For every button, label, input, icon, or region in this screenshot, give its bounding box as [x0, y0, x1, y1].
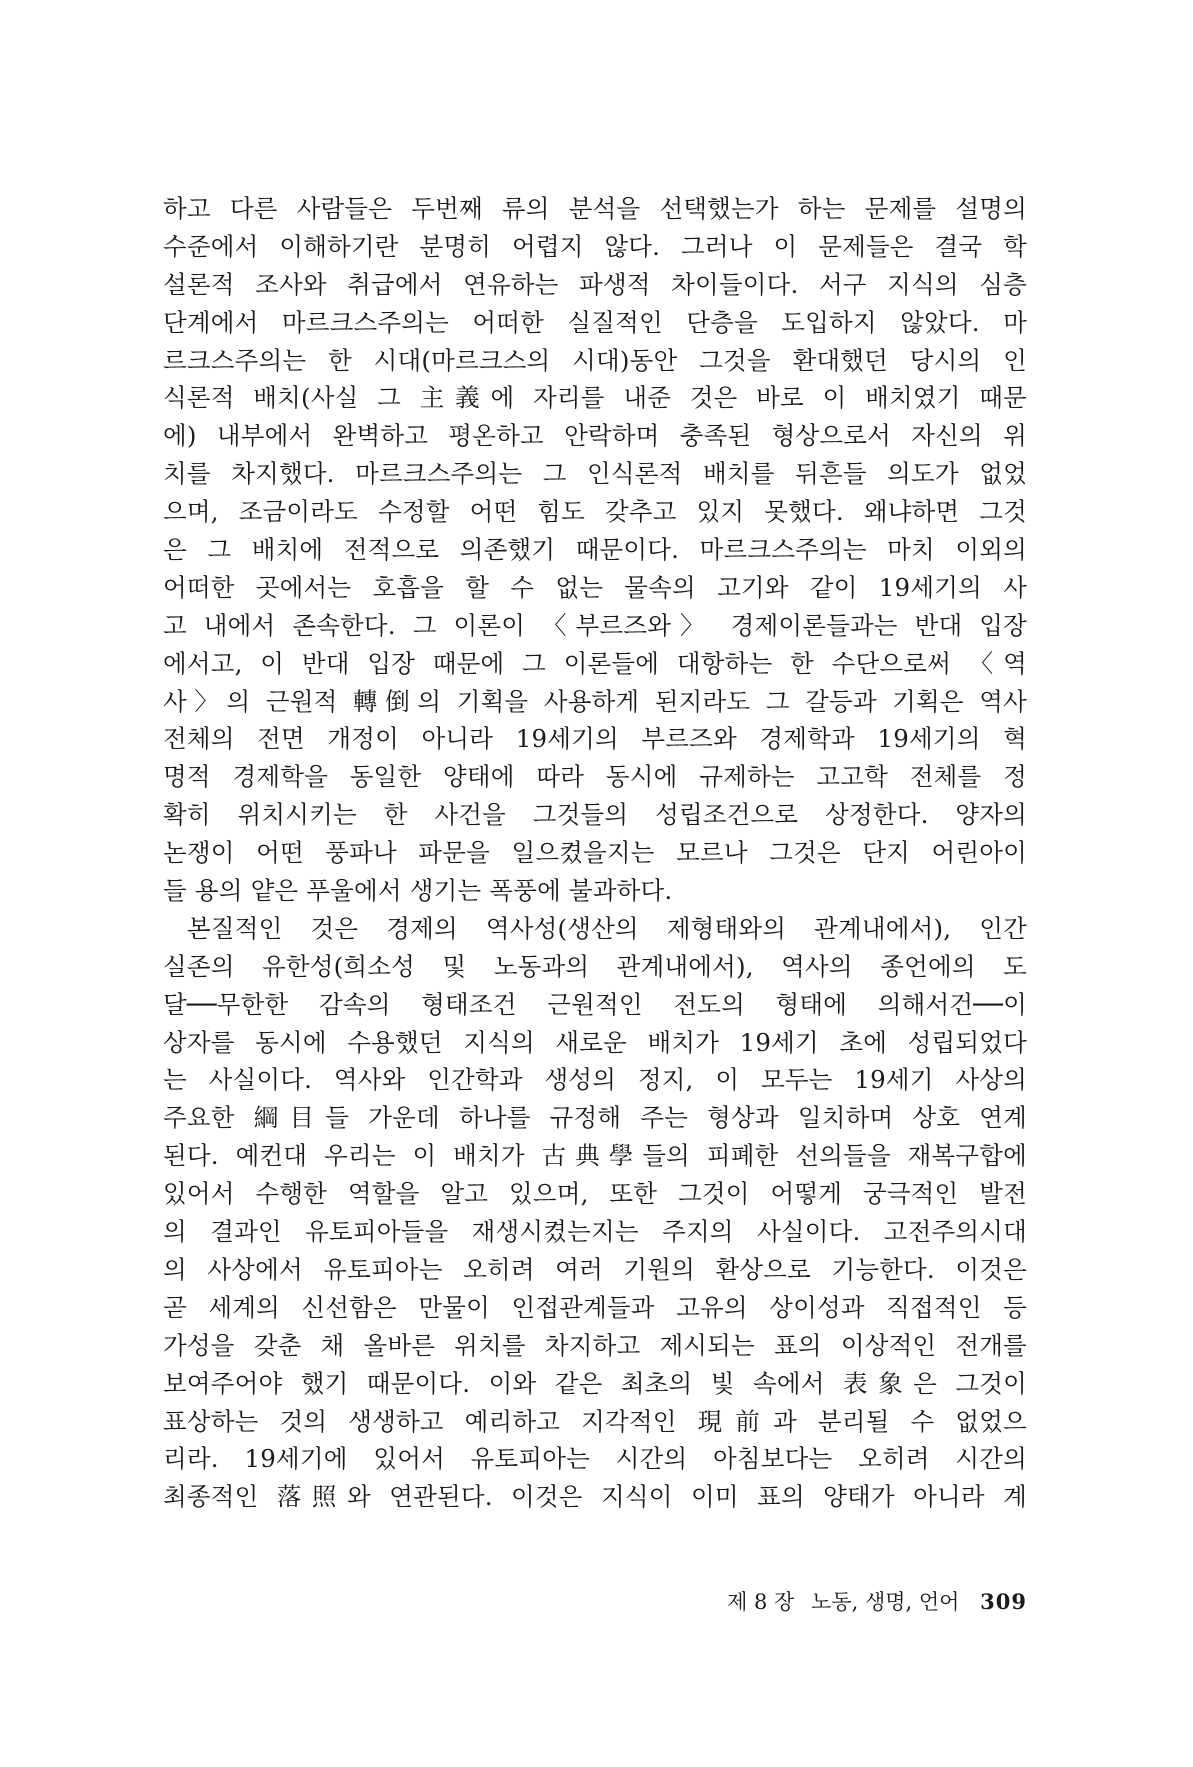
text-line: 단계에서 마르크스주의는 어떠한 실질적인 단층을 도입하지 않았다. 마 [163, 307, 1027, 337]
running-footer [640, 1584, 1027, 1620]
text-line: 는 사실이다. 역사와 인간학과 생성의 정지, 이 모두는 19세기 사상의 [163, 1065, 1027, 1095]
text-line: 표상하는 것의 생생하고 예리하고 지각적인 現前과 분리될 수 없었으 [163, 1406, 1027, 1436]
text-line: 설론적 조사와 취급에서 연유하는 파생적 차이들이다. 서구 지식의 심층 [163, 269, 1027, 299]
text-line: 된다. 예컨대 우리는 이 배치가 古典學들의 피폐한 선의들을 재복구합에 [163, 1141, 1027, 1171]
text-line: 전체의 전면 개정이 아니라 19세기의 부르즈와 경제학과 19세기의 혁 [163, 724, 1027, 754]
paragraph-2 [163, 910, 1027, 1516]
text-line: 상자를 동시에 수용했던 지식의 새로운 배치가 19세기 초에 성립되었다 [163, 1027, 1027, 1057]
chapter-label: 제 8 장 [727, 1590, 795, 1614]
text-line: 하고 다른 사람들은 두번째 류의 분석을 선택했는가 하는 문제를 설명의 [163, 194, 1027, 223]
text-line: 은 그 배치에 전적으로 의존했기 때문이다. 마르크스주의는 마치 이외의 [163, 535, 1027, 565]
text-line: 논쟁이 어떤 풍파나 파문을 일으켰을지는 모르나 그것은 단지 어린아이 [163, 838, 1027, 868]
text-line: 최종적인 落照와 연관된다. 이것은 지식이 이미 표의 양태가 아니라 계 [163, 1482, 1027, 1512]
page-number: 309 [980, 1589, 1027, 1614]
text-line: 고 내에서 존속한다. 그 이론이 〈부르즈와〉 경제이론들과는 반대 입장 [163, 610, 1027, 640]
text-line: 르크스주의는 한 시대(마르크스의 시대)동안 그것을 환대했던 당시의 인 [163, 345, 1027, 375]
text-line: 주요한 綱目들 가운데 하나를 규정해 주는 형상과 일치하며 상호 연계 [163, 1103, 1027, 1133]
text-line: 에) 내부에서 완벽하고 평온하고 안락하며 충족된 형상으로서 자신의 위 [163, 421, 1027, 451]
text-line: 수준에서 이해하기란 분명히 어렵지 않다. 그러나 이 문제들은 결국 학 [163, 231, 1027, 261]
text-line: 치를 차지했다. 마르크스주의는 그 인식론적 배치를 뒤흔들 의도가 없었 [163, 459, 1027, 489]
page-body [163, 190, 1027, 1516]
text-line: 에서고, 이 반대 입장 때문에 그 이론들에 대항하는 한 수단으로써 〈역 [163, 648, 1027, 678]
text-line: 보여주어야 했기 때문이다. 이와 같은 최초의 빛 속에서 表象은 그것이 [163, 1368, 1027, 1398]
text-line: 곧 세계의 신선함은 만물이 인접관계들과 고유의 상이성과 직접적인 등 [163, 1292, 1027, 1322]
text-line: 의 결과인 유토피아들을 재생시켰는지는 주지의 사실이다. 고전주의시대 [163, 1217, 1027, 1247]
chapter-title: 노동, 생명, 언어 [811, 1590, 960, 1614]
text-line: 사〉의 근원적 轉倒의 기획을 사용하게 된지라도 그 갈등과 기획은 역사 [163, 686, 1027, 716]
text-line: 실존의 유한성(희소성 및 노동과의 관계내에서), 역사의 종언에의 도 [163, 951, 1027, 981]
text-line: 의 사상에서 유토피아는 오히려 여러 기원의 환상으로 기능한다. 이것은 [163, 1254, 1027, 1284]
text-line: 들 용의 얕은 푸울에서 생기는 폭풍에 불과하다. [163, 876, 673, 906]
text-line: 식론적 배치(사실 그 主義에 자리를 내준 것은 바로 이 배치였기 때문 [163, 383, 1027, 413]
text-line: 어떠한 곳에서는 호흡을 할 수 없는 물속의 고기와 같이 19세기의 사 [163, 572, 1027, 602]
text-line: 으며, 조금이라도 수정할 어떤 힘도 갖추고 있지 못했다. 왜냐하면 그것 [163, 497, 1027, 527]
text-line: 있어서 수행한 역할을 알고 있으며, 또한 그것이 어떻게 궁극적인 발전 [163, 1179, 1027, 1209]
text-line: 리라. 19세기에 있어서 유토피아는 시간의 아침보다는 오히려 시간의 [163, 1444, 1027, 1474]
paragraph-1 [163, 190, 1027, 910]
text-line: 달──무한한 감속의 형태조건 근원적인 전도의 형태에 의해서건──이 [163, 989, 1027, 1019]
text-line: 명적 경제학을 동일한 양태에 따라 동시에 규제하는 고고학 전체를 정 [163, 762, 1027, 792]
text-line: 본질적인 것은 경제의 역사성(생산의 제형태와의 관계내에서), 인간 [187, 913, 1027, 943]
text-line: 확히 위치시키는 한 사건을 그것들의 성립조건으로 상정한다. 양자의 [163, 800, 1027, 830]
text-line: 가성을 갖춘 채 올바른 위치를 차지하고 제시되는 표의 이상적인 전개를 [163, 1330, 1027, 1360]
